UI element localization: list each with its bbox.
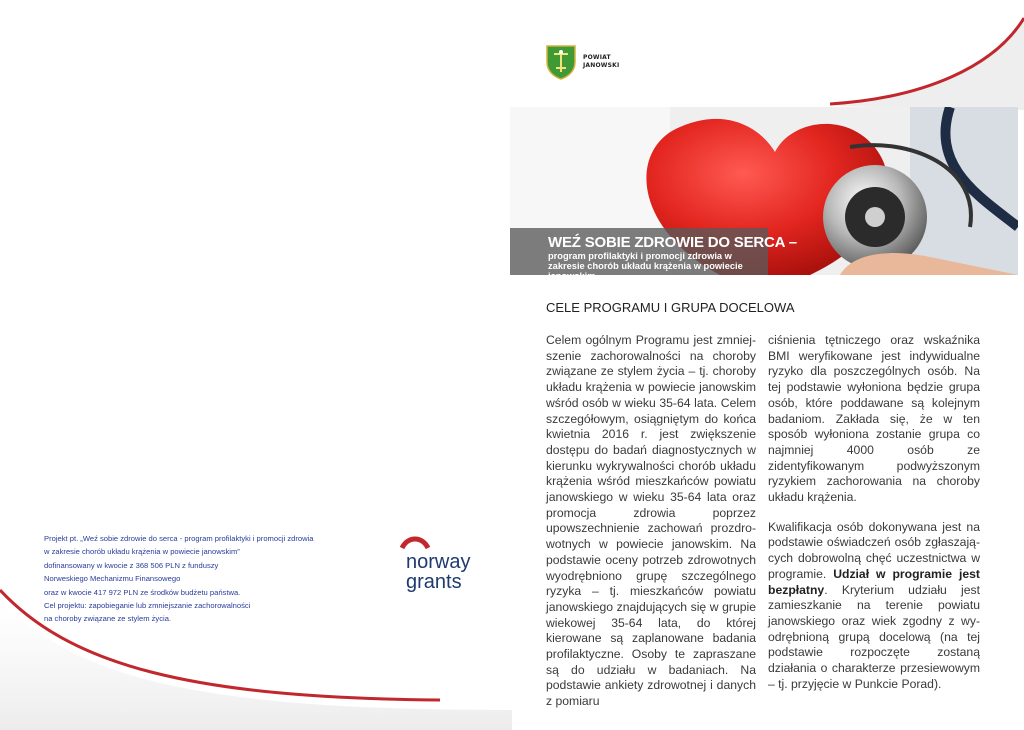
project-info-line: Projekt pt. „Weź sobie zdrowie do serca - program profilaktyki i promocji zdrowia [44, 534, 314, 543]
project-info [44, 532, 354, 626]
text-column-2 [768, 333, 980, 692]
norway-arc-icon [402, 539, 428, 548]
norway-word: norway [406, 551, 471, 573]
logo-line-2: JANOWSKI [583, 62, 620, 69]
powiat-logo [545, 44, 619, 80]
grants-word: grants [406, 571, 462, 593]
norway-grants-logo [400, 534, 480, 594]
free-participation-note: Udział w programie jest bezpłatny [768, 566, 980, 597]
paragraph-risk: ciśnienia tętniczego oraz wskaźnika BMI weryfikowane jest indywidualne ryzyko dla poszczególnych osób. Na tej podstawie wyłoniona będzie grupa osób, które poddawane są kolejnym badaniom. Zakłada się, że w ten sposób wyłoniona zostanie grupa co najmniej 4000 osób ze zidentyfikowanym podwyższonym ryzykiem zachorowania na choroby układu krążenia. [768, 333, 980, 505]
project-info-line: oraz w kwocie 417 972 PLN ze środków budżetu państwa. [44, 587, 241, 597]
text-column-1: Celem ogólnym Programu jest zmniejszenie zachorowalności na choroby związane ze stylem życia – tj. choroby układu krążenia w powiecie janowskim wśród osób w wieku 35-64 lata. Celem szczegółowym, osiągniętym do końca kwietnia 2016 r. jest zwiększenie dostępu do badań diagnostycznych w kierunku wykrywalności chorób układu krążenia wśród mieszkańców powiatu janowskiego w wieku 35-64 lata oraz promocja zdrowia poprzez upowszechnienie zachowań prozdrowotnych w powiecie janowskim. Na podstawie oceny potrzeb zdrowotnych wyodrębniono grupę szczególnego ryzyka – tj. mieszkańców powiatu janowskiego znajdujących się w grupie wiekowej 35-64 lata, do której kierowane są zaplanowane badania profilaktyczne. Osoby te zapraszane są do udziału w badaniach. Na podstawie ankiety zdrowotnej i danych z pomiaru [546, 333, 756, 709]
page-title: WEŹ SOBIE ZDROWIE DO SERCA – [548, 234, 797, 251]
qualification-text-b: . Kryterium udziału jest zamieszkanie na terenie powiatu janowskiego oraz wiek zgodny z wyodrębnioną grupą docelową (na tej podstawie rozpoczęte zostaną działania o charakterze przesiewowym – tj. przyjęcie w Punkcie Porad). [768, 582, 980, 691]
project-info-line: w zakresie chorób układu krążenia w powiecie janowskim” [44, 547, 240, 557]
logo-line-1: POWIAT [583, 54, 611, 61]
project-info-line: na choroby związane ze stylem życia. [44, 614, 172, 624]
qualification-text-a: Kwalifikacja osób dokonywana jest na podstawie oświadczeń osób zgłaszających dobrowolną chęć uczestnictwa w programie. [768, 519, 980, 581]
page-subtitle: program profilaktyki i promocji zdrowia w zakresie chorób układu krążenia w powiecie janowskim [548, 251, 743, 281]
project-info-line: Norweskiego Mechanizmu Finansowego [44, 574, 181, 584]
coat-of-arms-icon [545, 44, 577, 80]
project-info-line: dofinansowany w kwocie z 368 506 PLN z funduszy [44, 560, 219, 570]
section-heading: CELE PROGRAMU I GRUPA DOCELOWA [546, 300, 795, 315]
project-info-line: Cel projektu: zapobieganie lub zmniejszanie zachorowalności [44, 601, 251, 611]
paragraph-qualification [768, 520, 980, 693]
right-decorative-curve [830, 0, 1024, 110]
